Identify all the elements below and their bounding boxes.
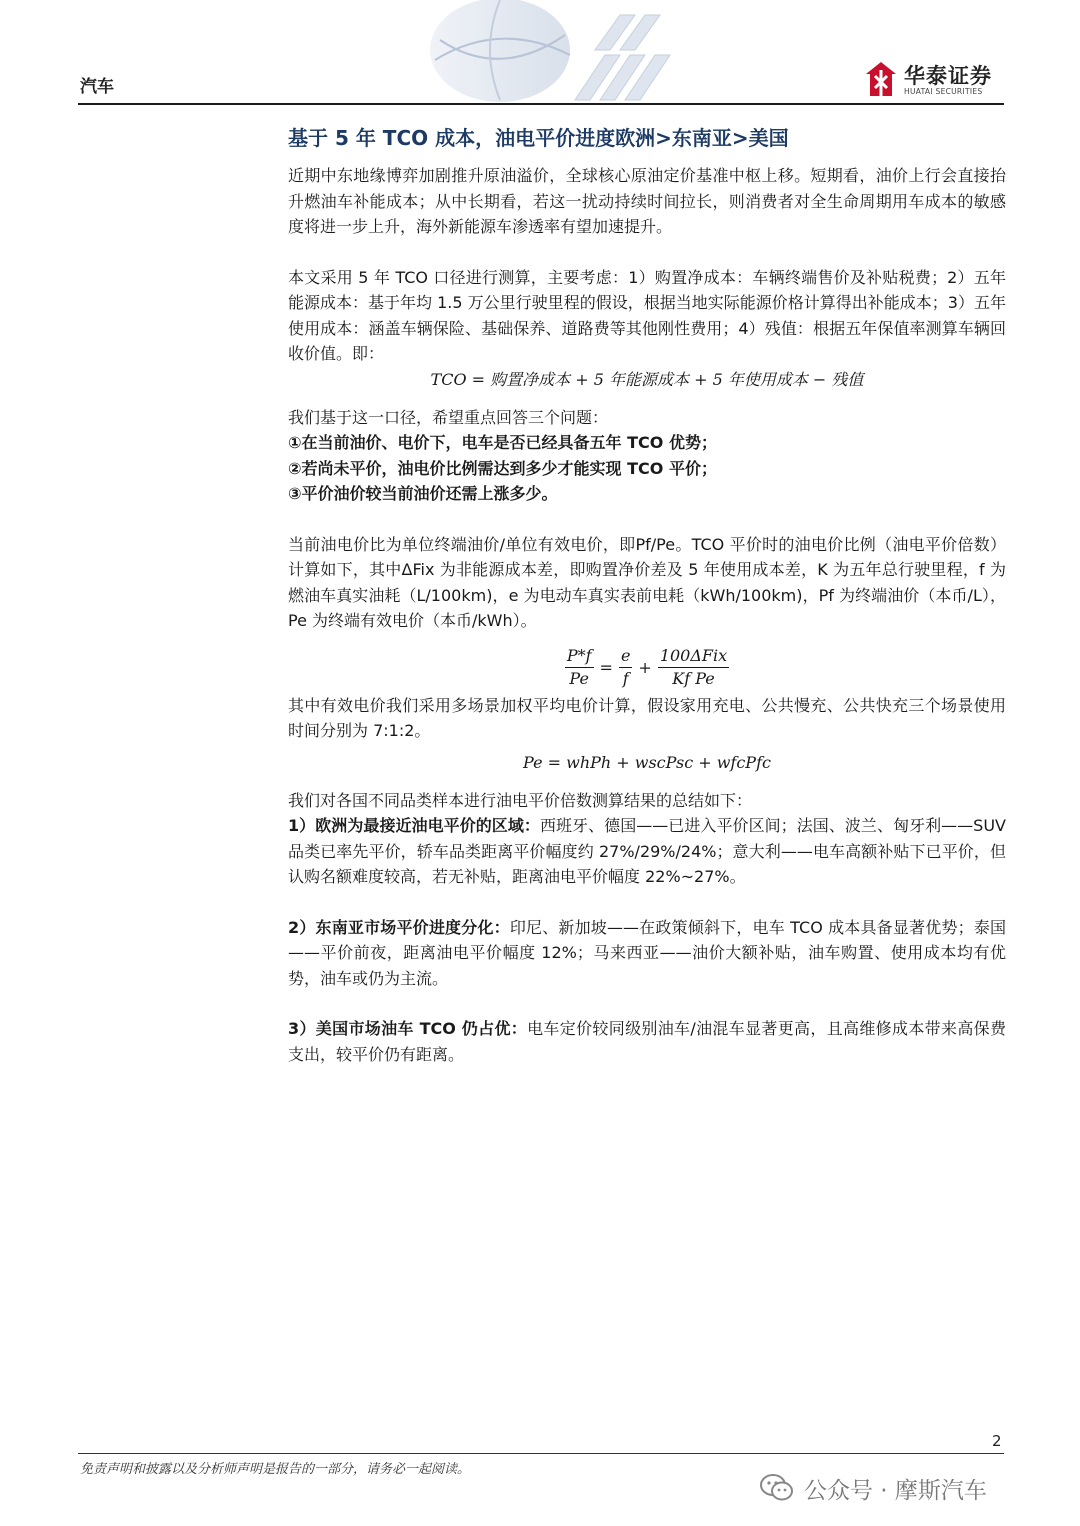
report-body [288,118,1006,1067]
section-heading: 基于 5 年 TCO 成本，油电平价进度欧洲>东南亚>美国 [288,126,789,150]
summary-usa-heading: 3）美国市场油车 TCO 仍占优： [288,1019,528,1038]
paragraph-oil-price-context: 近期中东地缘博弈加剧推升原油溢价，全球核心原油定价基准中枢上移。短期看，油价上行会直接抬升燃油车补能成本；从中长期看，若这一扰动持续时间拉长，则消费者对全生命周期用车成本的敏感度将进一步上升，海外新能源车渗透率有望加速提升。 [288,166,1006,236]
summary-southeast-asia [288,915,1006,992]
summary-europe [288,813,1006,890]
footer-disclaimer: 免责声明和披露以及分析师声明是报告的一部分，请务必一起阅读。 [80,1462,471,1477]
watermark-text: 公众号 · 摩斯汽车 [804,1477,987,1504]
question-2: ②若尚未平价，油电价比例需达到多少才能实现 TCO 平价； [288,458,717,478]
summary-sea-text: 印尼、新加坡——在政策倾斜下，电车 TCO 成本具备显著优势；泰国——平价前夜，距离油电平价幅度 12%；马来西亚——油价大额补贴，油车购置、使用成本均有优势，油车或仍为主流。 [288,917,1006,988]
questions-intro: 我们基于这一口径，希望重点回答三个问题： [288,407,609,427]
huatai-logo [864,60,1004,100]
footer-divider [78,1453,1004,1454]
equation-weighted-price: Pe = whPh + wscPsc + wfcPfc [523,752,771,772]
fraction-lhs: $\frac{P*f}{Pe}$ [566,645,592,688]
summary-sea-heading: 2）东南亚市场平价进度分化： [288,917,510,937]
huatai-logo-icon [864,60,898,98]
summary-usa [288,1016,1006,1067]
wechat-icon [760,1473,794,1503]
paragraph-price-ratio-definition: 当前油电价比为单位终端油价/单位有效电价，即Pf/Pe。TCO 平价时的油电价比例（油电平价倍数）计算如下，其中ΔFix 为非能源成本差，即购置净价差及 5 年使用成本差，K 为五年总行驶里程，f 为燃油车真实油耗（L/100km)，e 为电动车真实表前电耗（kWh/100km)，Pf 为终端油价（本币/L），Pe 为终端有效电价（本币/kWh）。 [288,534,1006,630]
summary-intro: 我们对各国不同品类样本进行油电平价倍数测算结果的总结如下： [288,790,753,810]
header-globe-graphic [330,0,710,112]
plus-sign: + [638,657,652,677]
question-1: ①在当前油价、电价下，电车是否已经具备五年 TCO 优势； [288,433,717,452]
paragraph-effective-power-price: 其中有效电价我们采用多场景加权平均电价计算，假设家用充电、公共慢充、公共快充三个场景使用时间分别为 7:1:2。 [288,695,1006,740]
fraction-e-over-f: $\frac{e}{f}$ [620,645,631,688]
summary-europe-heading: 1）欧洲为最接近油电平价的区域： [288,816,540,835]
page-number: 2 [992,1432,1002,1450]
equation-parity-ratio [288,646,1006,689]
header-divider [78,103,1004,105]
summary-europe-text: 西班牙、德国——已进入平价区间；法国、波兰、匈牙利——SUV 品类已率先平价，轿车品类距离平价幅度约 27%/29%/24%；意大利——电车高额补贴下已平价，但认购名额难度较高，若无补贴，距离油电平价幅度 22%~27%。 [288,816,1006,886]
question-3: ③平价油价较当前油价还需上涨多少。 [288,484,558,503]
equals-sign: = [599,657,613,677]
wechat-watermark [760,1468,987,1508]
paragraph-tco-method: 本文采用 5 年 TCO 口径进行测算，主要考虑：1）购置净成本：车辆终端售价及补贴税费；2）五年能源成本：基于年均 1.5 万公里行驶里程的假设，根据当地实际能源价格计算得出补能成本；3）五年使用成本：涵盖车辆保险、基础保养、道路费等其他刚性费用；4）残值：根据五年保值率测算车辆回收价值。即： [288,267,1006,363]
logo-chinese-name: 华泰证券 [904,64,992,88]
logo-english-name: HUATAI SECURITIES [904,87,983,96]
summary-usa-text: 电车定价较同级别油车/油混车显著更高，且高维修成本带来高保费支出，较平价仍有距离。 [288,1019,1006,1064]
fraction-fix-term: $\frac{\text{100ΔFix}}{\text{Kf Pe}}$ [659,645,728,688]
equation-tco: TCO = 购置净成本 + 5 年能源成本 + 5 年使用成本 − 残值 [430,369,864,389]
section-label: 汽车 [80,77,114,97]
